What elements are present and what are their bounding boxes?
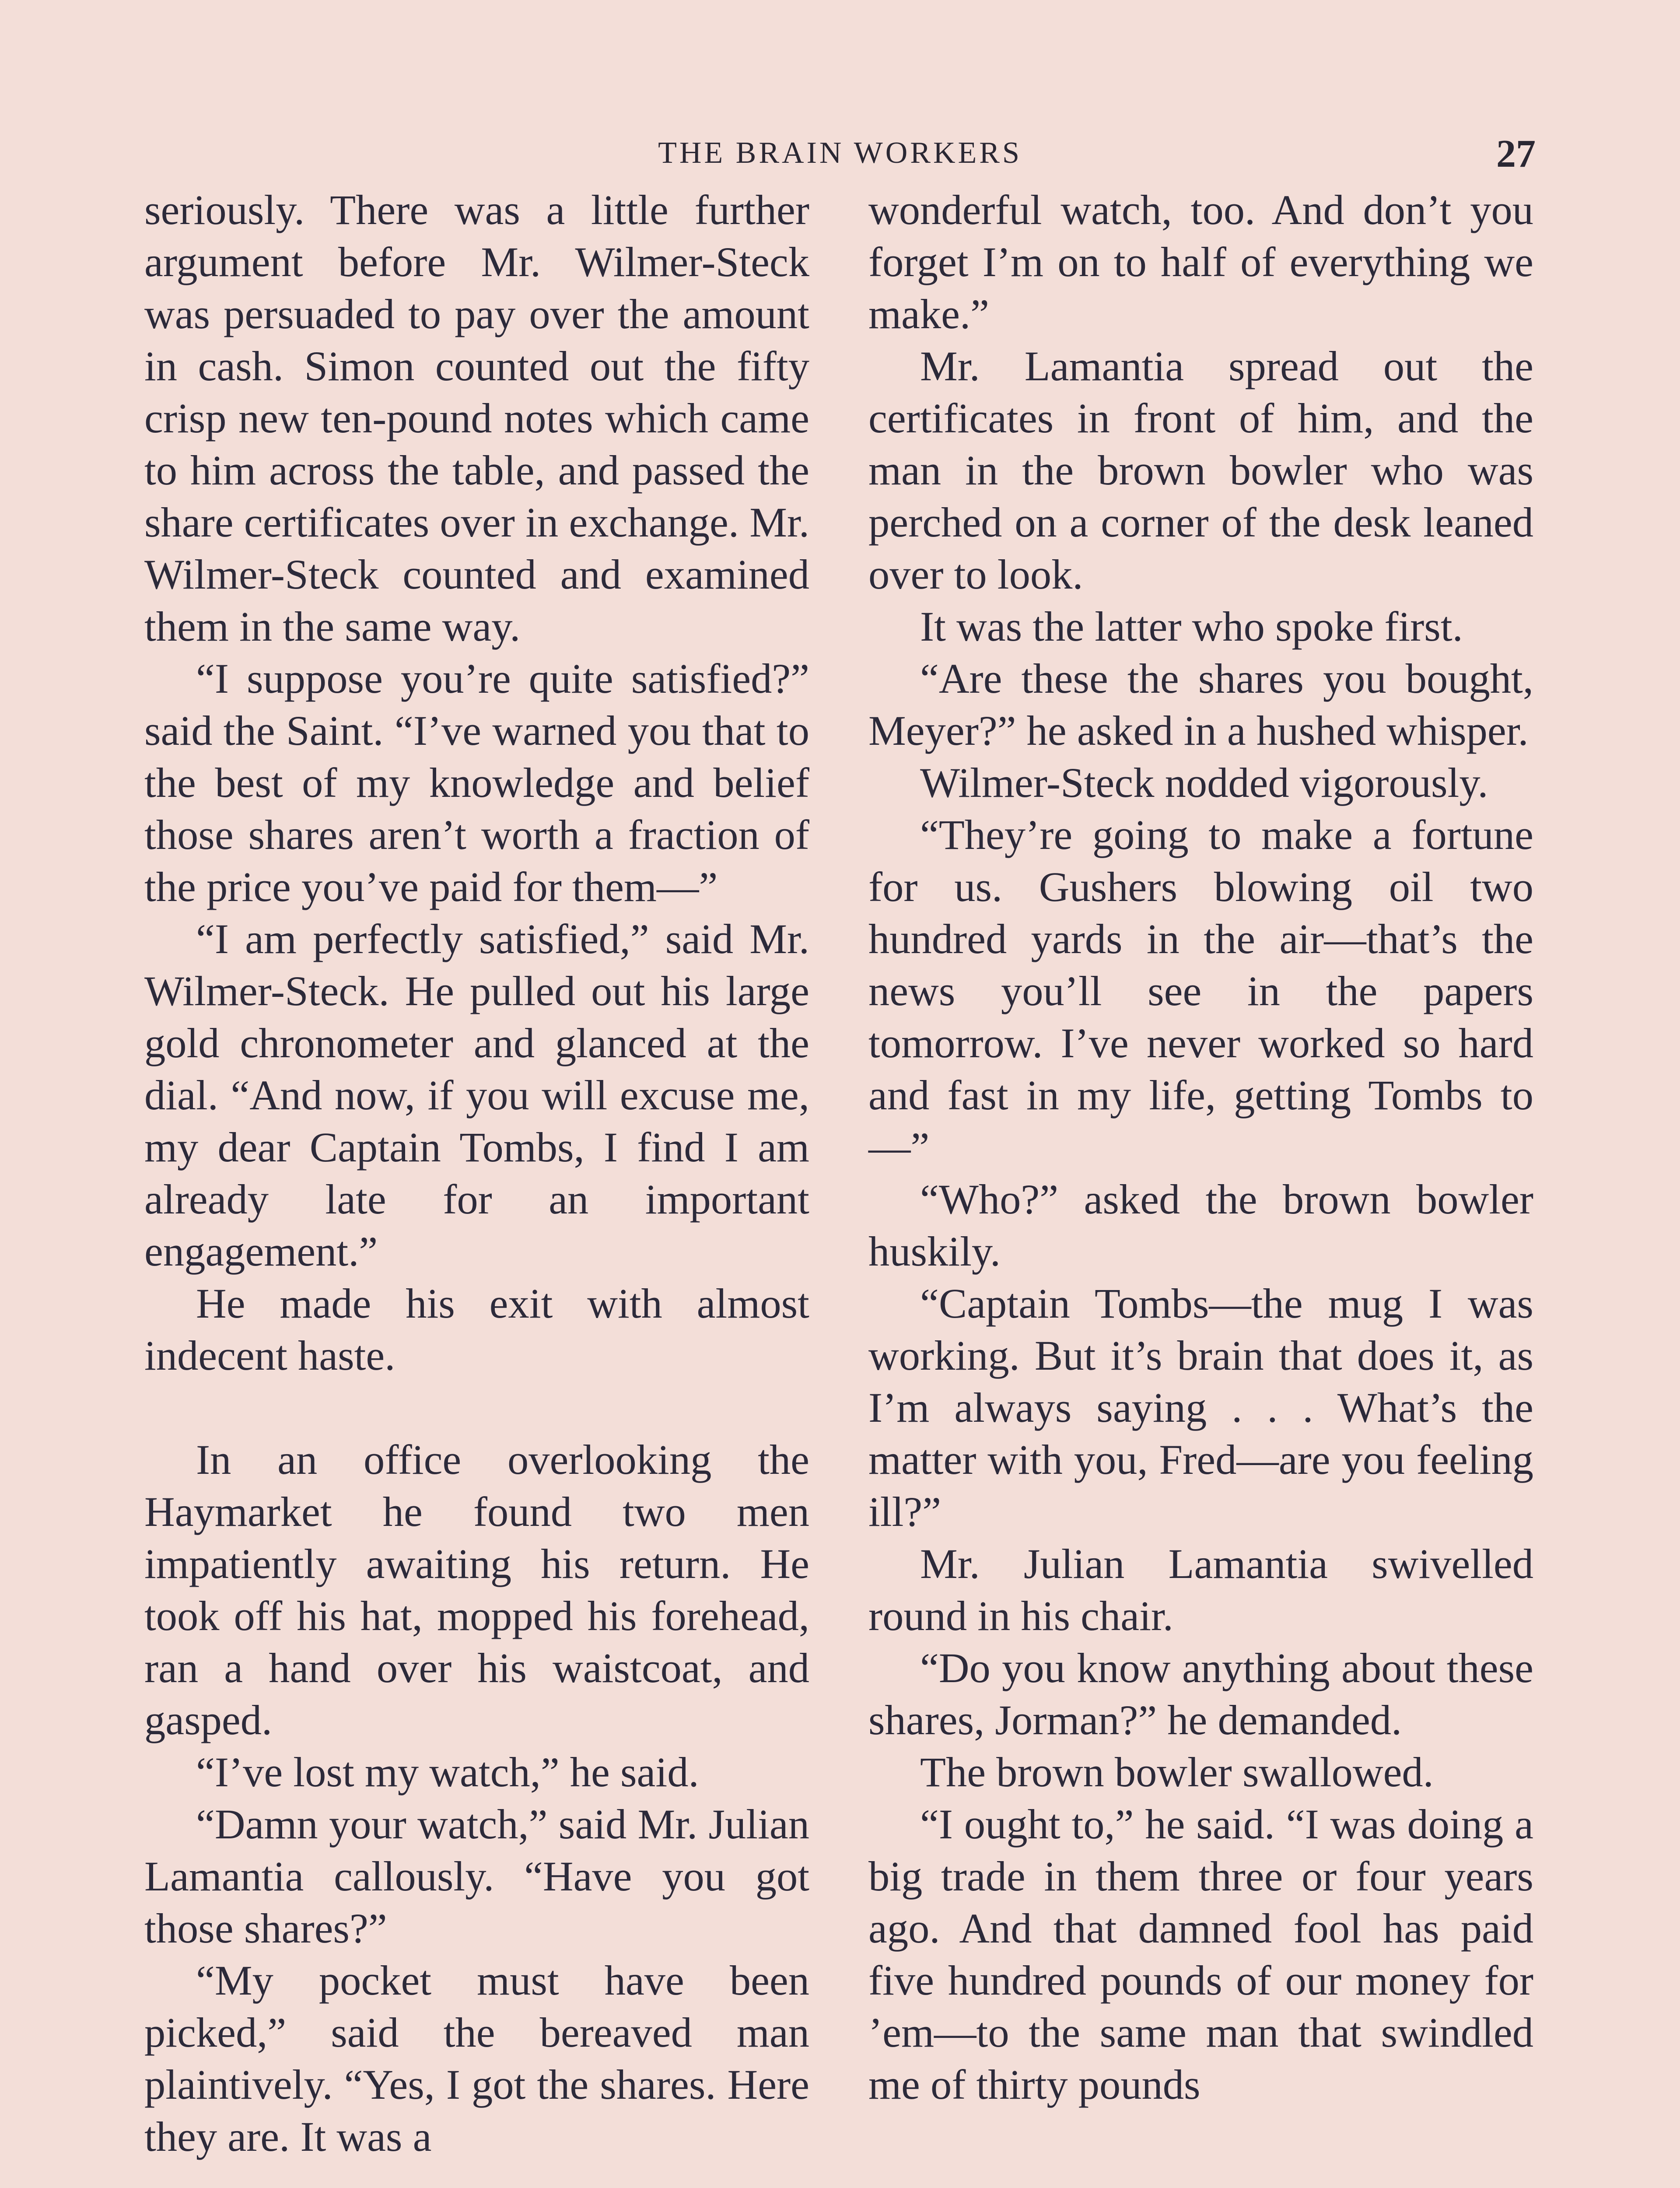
paragraph: Mr. Lamantia spread out the certificates in front of him, and the man in the brown bowler who was perched on a corner of the desk leaned over to look. bbox=[868, 343, 1533, 598]
chapter-title: THE BRAIN WORKERS bbox=[658, 136, 1022, 170]
paragraph: “I ought to,” he said. “I was doing a big trade in them three or four years ago. And that damned fool has paid five hundred pounds of our money for ’em—to the same man that swindled me of thirty pounds bbox=[868, 1801, 1533, 2108]
paragraph: seriously. There was a little further argument before Mr. Wilmer-Steck was persuaded to pay over the amount in cash. Simon counted out the fifty crisp new ten-pound notes which came to him across the table, and passed the share certificates over in exchange. Mr. Wilmer-Steck counted and examined them in the same way. bbox=[144, 186, 809, 650]
text-column-right bbox=[868, 184, 1533, 2111]
page-number: 27 bbox=[1496, 132, 1536, 175]
paragraph: “I suppose you’re quite satisfied?” said the Saint. “I’ve warned you that to the best of my knowledge and belief those shares aren’t worth a fraction of the price you’ve paid for them—” bbox=[144, 655, 809, 910]
paragraph: “Do you know anything about these shares, Jorman?” he demanded. bbox=[868, 1645, 1533, 1743]
paragraph: It was the latter who spoke first. bbox=[920, 603, 1463, 650]
running-head bbox=[144, 131, 1536, 179]
paragraph: He made his exit with almost indecent haste. bbox=[144, 1280, 809, 1379]
paragraph: “They’re going to make a fortune for us. Gushers blowing oil two hundred yards in the air—that’s the news you’ll see in the papers tomorrow. I’ve never worked so hard and fast in my life, getting Tombs to—” bbox=[868, 811, 1533, 1171]
paragraph: In an office overlooking the Haymarket he found two men impatiently awaiting his return. He took off his hat, mopped his forehead, ran a hand over his waistcoat, and gasped. bbox=[144, 1436, 809, 1743]
section-break bbox=[144, 1382, 809, 1434]
paragraph: wonderful watch, too. And don’t you forget I’m on to half of everything we make.” bbox=[868, 186, 1533, 337]
paragraph: “Damn your watch,” said Mr. Julian Lamantia callously. “Have you got those shares?” bbox=[144, 1801, 809, 1952]
paragraph: “Who?” asked the brown bowler huskily. bbox=[868, 1176, 1533, 1275]
paragraph: “Captain Tombs—the mug I was working. But it’s brain that does it, as I’m always saying . . . What’s the matter with you, Fred—are you feeling ill?” bbox=[868, 1280, 1533, 1535]
text-column-left bbox=[144, 184, 809, 2163]
paragraph: Wilmer-Steck nodded vigorously. bbox=[920, 759, 1488, 806]
paragraph: “I am perfectly satisfied,” said Mr. Wilmer-Steck. He pulled out his large gold chronometer and glanced at the dial. “And now, if you will excuse me, my dear Captain Tombs, I find I am already late for an important engagement.” bbox=[144, 915, 809, 1275]
paragraph: Mr. Julian Lamantia swivelled round in his chair. bbox=[868, 1540, 1533, 1639]
paragraph: The brown bowler swallowed. bbox=[920, 1749, 1434, 1795]
paragraph: “My pocket must have been picked,” said the bereaved man plaintively. “Yes, I got the shares. Here they are. It was a bbox=[144, 1957, 809, 2160]
paragraph: “Are these the shares you bought, Meyer?” he asked in a hushed whisper. bbox=[868, 655, 1533, 754]
paragraph: “I’ve lost my watch,” he said. bbox=[196, 1749, 699, 1795]
